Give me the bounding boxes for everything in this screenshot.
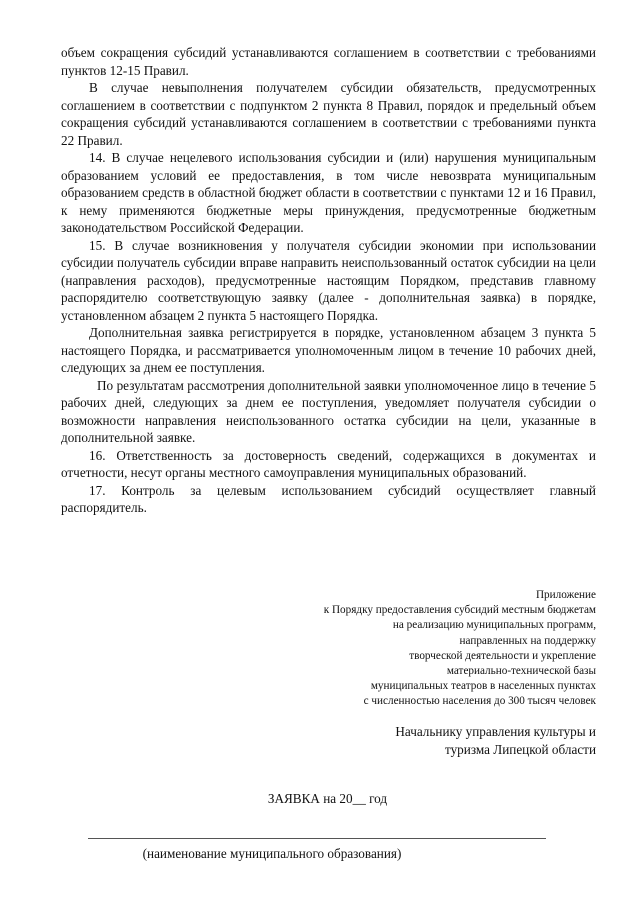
appendix-line: на реализацию муниципальных программ, — [392, 619, 596, 632]
paragraph-nonfulfillment: В случае невыполнения получателем субсидии обязательств, предусмотренных соглашением в соответствии с подпунктом 2 пункта 8 Правил, порядок и предельный объем сокращения субсидий устанавливаются соглашением в соответствии с требованиями пункта 22 Правил. — [61, 80, 596, 148]
addressee-line: Начальнику управления культуры и — [395, 724, 596, 739]
addressee-line: туризма Липецкой области — [445, 741, 596, 757]
paragraph-review-results: По результатам рассмотрения дополнительной заявки уполномоченное лицо в течение 5 рабочих дней, следующих за днем ее поступления, уведомляет получателя субсидии о возможности направления неиспользованного остатка субсидии на цели, указанные в дополнительной заявке. — [61, 377, 596, 445]
paragraph-15: 15. В случае возникновения у получателя субсидии экономии при использовании субсидии получатель субсидии вправе направить неиспользованный остаток субсидии на цели (направления расходов), предусмотренные настоящим Порядком, представив главному распорядителю соответствующую заявку (далее - дополнительная заявка) в порядке, установленном абзацем 2 пункта 5 настоящего Порядка. — [61, 237, 596, 323]
appendix-line: с численностью населения до 300 тысяч человек — [363, 695, 596, 708]
application-title-text: ЗАЯВКА на 20__ год — [267, 791, 388, 806]
paragraph-continuation: объем сокращения субсидий устанавливаются соглашением в соответствии с требованиями пунктов 12-15 Правил. — [61, 45, 596, 78]
appendix-line: материально-технической базы — [446, 665, 596, 678]
fill-in-line — [88, 838, 546, 839]
appendix-line: направленных на поддержку — [459, 634, 596, 647]
appendix-line: к Порядку предоставления субсидий местным бюджетам — [323, 604, 596, 617]
appendix-header — [250, 588, 596, 710]
body-text — [61, 44, 596, 517]
paragraph-additional-application: Дополнительная заявка регистрируется в порядке, установленном абзацем 3 пункта 5 настоящего Порядка, и рассматривается уполномоченным лицом в течение 10 рабочих дней, следующих за днем ее поступления. — [61, 325, 596, 375]
paragraph-17: 17. Контроль за целевым использованием субсидий осуществляет главный распорядитель. — [61, 482, 596, 515]
fill-in-caption: (наименование муниципального образования) — [142, 846, 402, 861]
appendix-line: муниципальных театров в населенных пунктах — [370, 680, 596, 693]
paragraph-14: 14. В случае нецелевого использования субсидии и (или) нарушения муниципальным образованием условий ее предоставления, в том числе невозврата муниципальным образованием средств в областной бюджет области в соответствии с пунктами 12 и 16 Правил, к нему применяются бюджетные меры принуждения, предусмотренные бюджетным законодательством Российской Федерации. — [61, 150, 596, 235]
appendix-line: творческой деятельности и укрепление — [409, 649, 596, 662]
addressee-block — [300, 723, 596, 758]
application-title — [0, 790, 640, 807]
paragraph-16: 16. Ответственность за достоверность сведений, содержащихся в документах и отчетности, несут органы местного самоуправления муниципальных образований. — [61, 447, 596, 480]
appendix-line: Приложение — [535, 589, 596, 601]
